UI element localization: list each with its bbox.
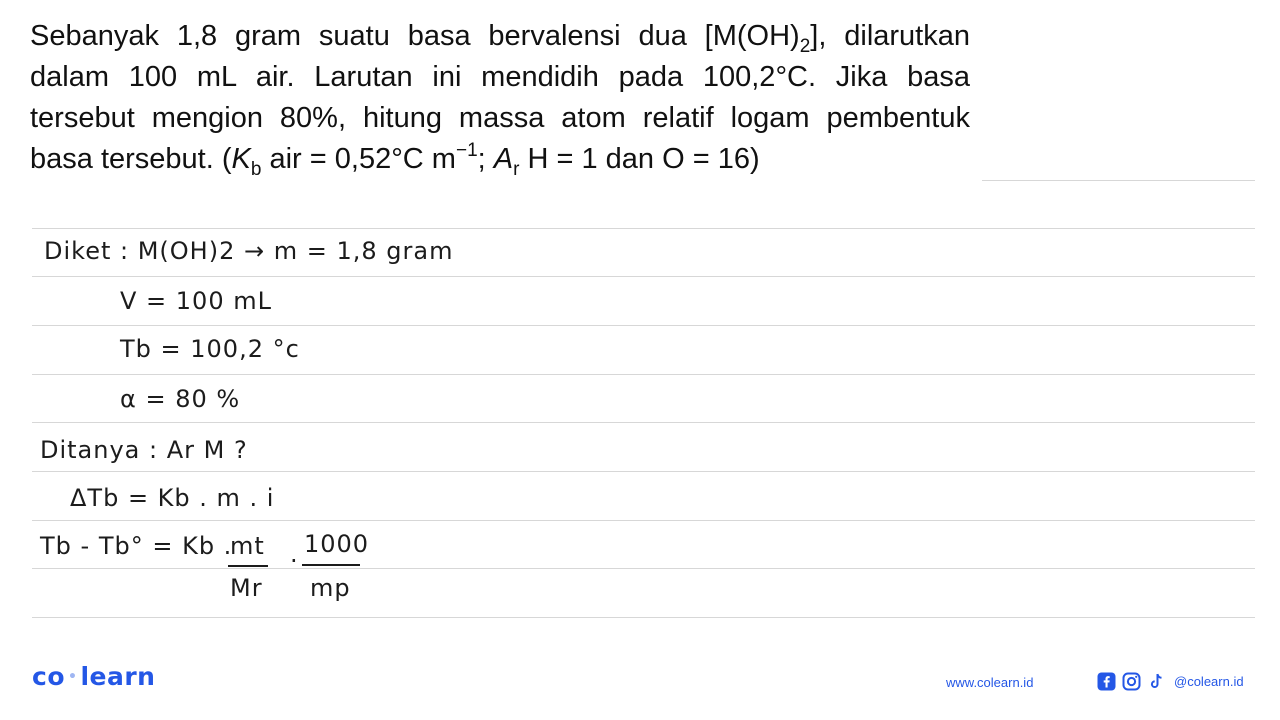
- ar-subscript: r: [513, 159, 520, 180]
- fraction-bar-2: [302, 564, 360, 566]
- footer-url[interactable]: www.colearn.id: [946, 675, 1034, 690]
- logo-left: co: [32, 662, 65, 691]
- formula-subscript: 2: [799, 36, 811, 57]
- work-diket: Diket : M(OH)2 → m = 1,8 gram: [44, 237, 454, 265]
- work-ditanya: Ditanya : Ar M ?: [40, 436, 248, 464]
- work-eq2-num1: mt: [230, 532, 265, 560]
- rule-3: [32, 325, 1255, 326]
- work-volume: V = 100 mL: [120, 287, 272, 315]
- logo-dot: •: [68, 669, 78, 685]
- question-line-4: [30, 139, 970, 180]
- rule-6: [32, 471, 1255, 472]
- rule-1: [32, 228, 1255, 229]
- question-line-4-mid1: air = 0,52°C m: [261, 143, 456, 175]
- question-line-4-mid2: ;: [477, 143, 494, 175]
- work-alpha: α = 80 %: [120, 385, 241, 413]
- work-eq2-den2: mp: [310, 574, 351, 602]
- logo-right: learn: [80, 662, 156, 691]
- work-eq2-left: Tb - Tb° = Kb .: [40, 532, 233, 560]
- question-line-4-post: H = 1 dan O = 16): [519, 143, 760, 175]
- work-tb: Tb = 100,2 °c: [120, 335, 300, 363]
- question-line-4-pre: basa tersebut. (: [30, 143, 232, 175]
- rule-2: [32, 276, 1255, 277]
- facebook-icon[interactable]: [1097, 672, 1116, 691]
- work-eq2-den1: Mr: [230, 574, 263, 602]
- rule-9: [32, 617, 1255, 618]
- footer-handle[interactable]: @colearn.id: [1174, 674, 1244, 689]
- work-eq1: ΔTb = Kb . m . i: [70, 484, 275, 512]
- kb-subscript: b: [250, 159, 262, 180]
- rule-8: [32, 568, 1255, 569]
- question-text: [30, 16, 970, 180]
- colearn-logo: [32, 662, 155, 691]
- rule-4: [32, 374, 1255, 375]
- unit-superscript: −1: [455, 140, 478, 161]
- question-line-2: dalam 100 mL air. Larutan ini mendidih pada 100,2°C. Jika basa: [30, 61, 970, 93]
- question-line-3: tersebut mengion 80%, hitung massa atom relatif logam pembentuk: [30, 102, 970, 134]
- rule-7: [32, 520, 1255, 521]
- work-eq2-num2: 1000: [304, 530, 370, 558]
- tiktok-icon[interactable]: [1147, 672, 1166, 691]
- rule-5: [32, 422, 1255, 423]
- question-line-1: [30, 16, 970, 57]
- rule-top-right: [982, 180, 1255, 181]
- question-line-1-pre: Sebanyak 1,8 gram suatu basa bervalensi dua [M(OH): [30, 20, 800, 52]
- question-line-1-post: ], dilarutkan: [810, 20, 970, 52]
- kb-symbol: K: [231, 143, 251, 175]
- instagram-icon[interactable]: [1122, 672, 1141, 691]
- ar-symbol: A: [493, 143, 514, 175]
- work-eq2-dot: .: [290, 540, 299, 568]
- social-links: [1097, 672, 1244, 691]
- fraction-bar-1: [228, 565, 268, 567]
